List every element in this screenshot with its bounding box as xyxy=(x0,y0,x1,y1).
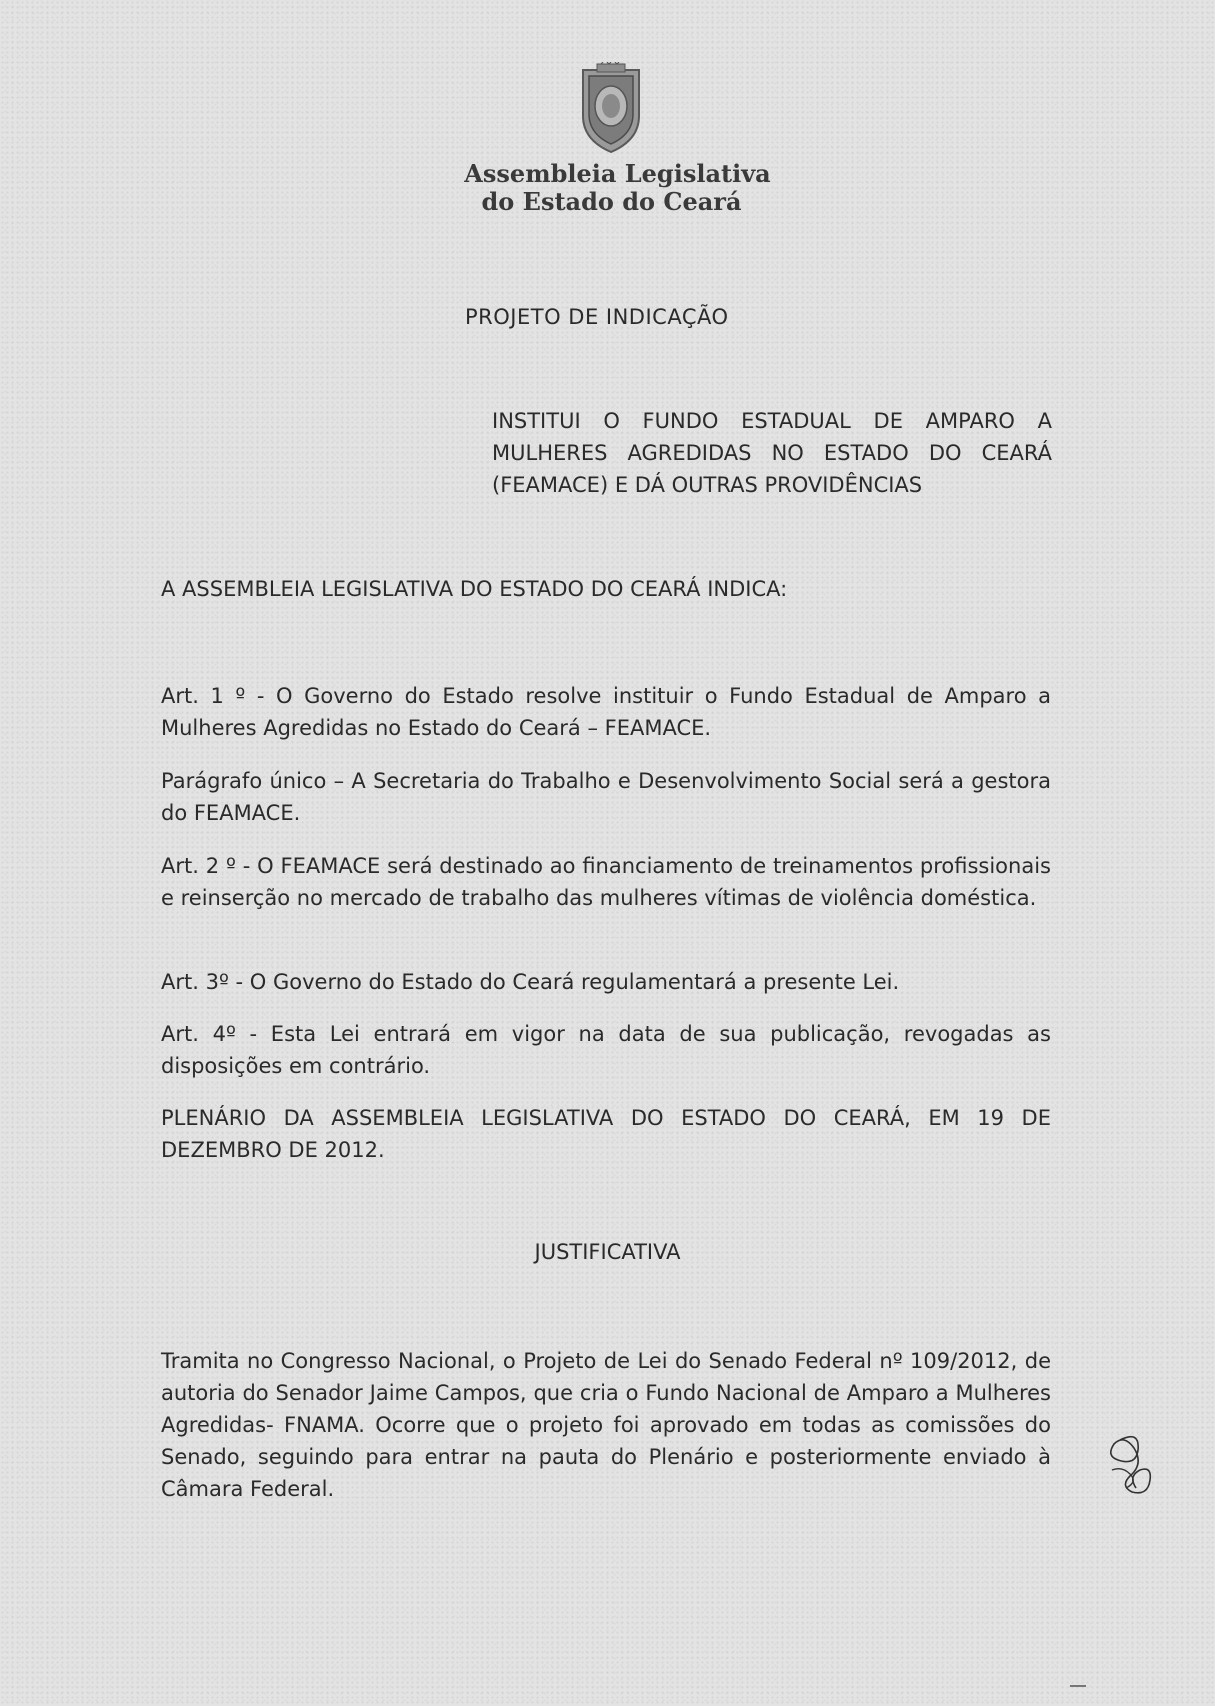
sole-paragraph: Parágrafo único – A Secretaria do Trabalho e Desenvolvimento Social será a gestora do FEAMACE. xyxy=(161,769,1051,825)
justification-text: Tramita no Congresso Nacional, o Projeto de Lei do Senado Federal nº 109/2012, de autoria do Senador Jaime Campos, que cria o Fundo Nacional de Amparo a Mulheres Agredidas- FNAMA. Ocorre que o projeto foi aprovado em todas as comissões do Senado, seguindo para entrar na pauta do Plenário e posteriormente enviado à Câmara Federal. xyxy=(161,1349,1051,1501)
document-type: PROJETO DE INDICAÇÃO xyxy=(465,305,729,329)
article-2: Art. 2 º - O FEAMACE será destinado ao financiamento de treinamentos profissionais e reinserção no mercado de trabalho das mulheres vítimas de violência doméstica. xyxy=(161,854,1051,910)
org-name-line1: Assembleia Legislativa xyxy=(464,159,771,188)
justification-title: JUSTIFICATIVA xyxy=(534,1240,681,1264)
scan-mark xyxy=(1070,1685,1086,1687)
org-name-line2: do Estado do Ceará xyxy=(481,187,742,216)
indication-intro: A ASSEMBLEIA LEGISLATIVA DO ESTADO DO CEARÁ INDICA: xyxy=(161,577,788,601)
plenary-date-line: PLENÁRIO DA ASSEMBLEIA LEGISLATIVA DO ESTADO DO CEARÁ, EM 19 DE DEZEMBRO DE 2012. xyxy=(161,1106,1051,1162)
document-ementa: INSTITUI O FUNDO ESTADUAL DE AMPARO A MULHERES AGREDIDAS NO ESTADO DO CEARÁ (FEAMACE) E DÁ OUTRAS PROVIDÊNCIAS xyxy=(492,409,1052,497)
article-1: Art. 1 º - O Governo do Estado resolve instituir o Fundo Estadual de Amparo a Mulheres Agredidas no Estado do Ceará – FEAMACE. xyxy=(161,684,1051,740)
ceara-coat-of-arms-icon xyxy=(575,62,647,154)
article-3: Art. 3º - O Governo do Estado do Ceará regulamentará a presente Lei. xyxy=(161,970,900,994)
article-4: Art. 4º - Esta Lei entrará em vigor na data de sua publicação, revogadas as disposições em contrário. xyxy=(161,1022,1051,1078)
handwritten-initials-icon xyxy=(1100,1430,1160,1502)
